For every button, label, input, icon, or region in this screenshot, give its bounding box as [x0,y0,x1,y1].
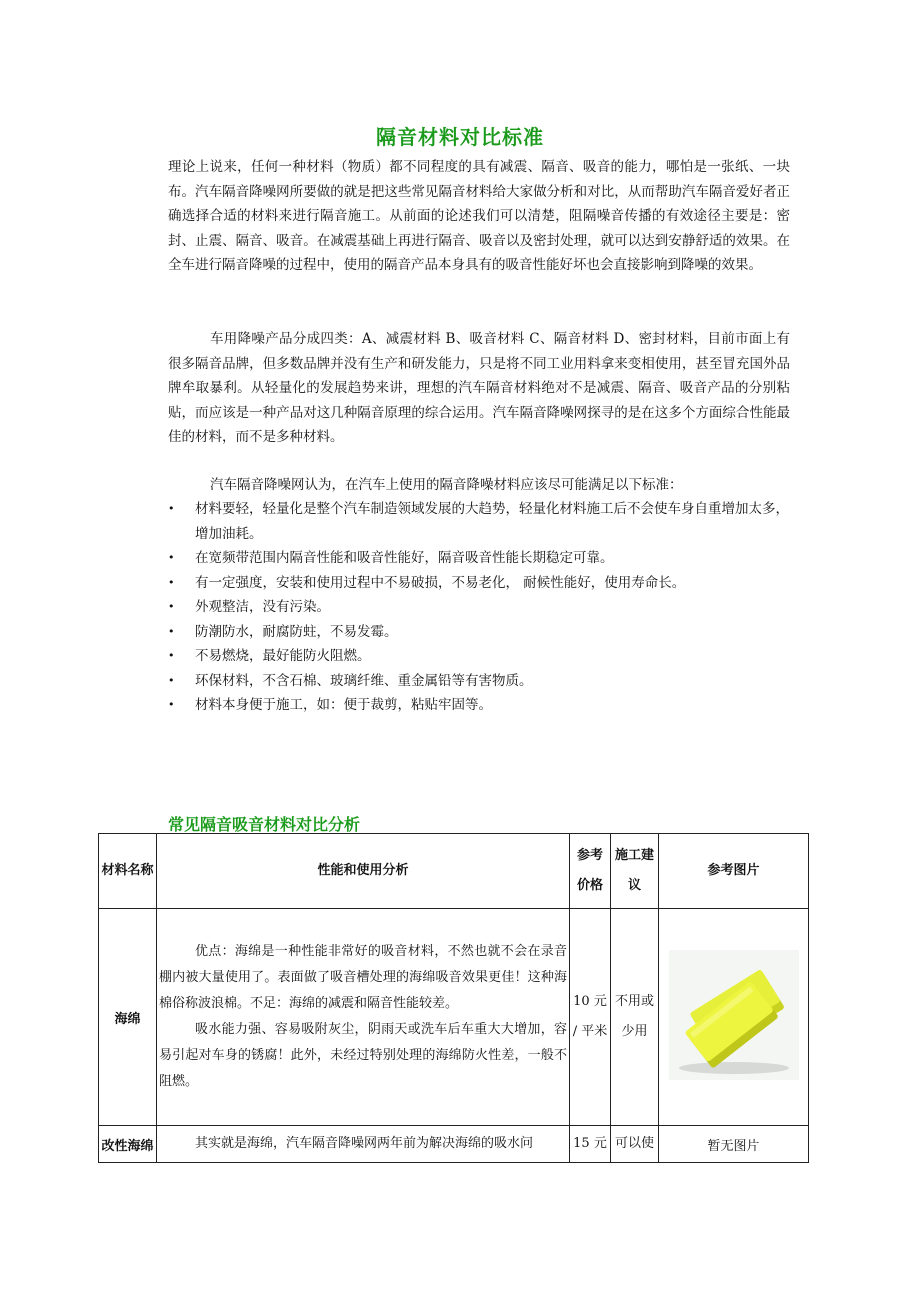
list-item: • 材料本身便于施工，如：便于裁剪，粘贴牢固等。 [0,693,920,718]
intro-paragraph: 理论上说来，任何一种材料（物质）都不同程度的具有减震、隔音、吸音的能力，哪怕是一张纸、一块布。汽车隔音降噪网所要做的就是把这些常见隔音材料给大家做分析和对比，从而帮助汽车隔音爱好者正确选择合适的材料来进行隔音施工。从前面的论述我们可以清楚，阻隔噪音传播的有效途径主要是：密封、止震、隔音、吸音。在减震基础上再进行隔音、吸音以及密封处理，就可以达到安静舒适的效果。在全车进行隔音降噪的过程中，使用的隔音产品本身具有的吸音性能好坏也会直接影响到降噪的效果。 [168,159,790,273]
price-cell: 15 元 [570,1126,611,1163]
header-analysis: 性能和使用分析 [157,834,570,909]
bullet-icon: • [168,502,175,515]
table-row [99,909,809,1126]
price-cell: 10 元 / 平米 [570,909,611,1126]
material-name-cell: 改性海绵 [99,1126,157,1163]
picture-cell [659,909,809,1126]
material-name-cell: 海绵 [99,909,157,1126]
bullet-icon: • [168,624,175,638]
list-item: • 环保材料，不含石棉、玻璃纤维、重金属铅等有害物质。 [0,669,920,694]
page-title: 隔音材料对比标准 [376,125,544,149]
table-header-row [99,834,809,909]
bullet-icon: • [168,698,175,711]
list-item: • 材料要轻，轻量化是整个汽车制造领域发展的大趋势，轻量化材料施工后不会使车身自重增加太多，增加油耗。 [0,497,920,546]
bullet-icon: • [168,673,175,687]
analysis-cell: 优点：海绵是一种性能非常好的吸音材料，不然也就不会在录音棚内被大量使用了。表面做了吸音槽处理的海绵吸音效果更佳！这种海棉俗称波浪棉。不足：海绵的减震和隔音性能较差。 吸水能力强、容易吸附灰尘，阴雨天或洗车后车重大大增加，容易引起对车身的锈腐！此外，未经过特别处理的海绵防火性差，一般不阻燃。 [157,909,570,1126]
header-suggestion: 施工建 议 [611,834,659,909]
section-title: 常见隔音吸音材料对比分析 [168,815,361,834]
standards-intro-paragraph: 汽车隔音降噪网认为，在汽车上使用的隔音降噪材料应该尽可能满足以下标准： [210,477,683,493]
comparison-table [98,833,809,1163]
bullet-icon: • [168,575,175,589]
standards-list [0,497,920,718]
list-item: • 有一定强度，安装和使用过程中不易破损，不易老化， 耐候性能好，使用寿命长。 [0,571,920,596]
bullet-icon: • [168,551,175,564]
bullet-icon: • [168,649,175,662]
analysis-cell: 其实就是海绵，汽车隔音降噪网两年前为解决海绵的吸水问 [157,1126,570,1163]
bullet-icon: • [168,600,175,613]
categories-paragraph: 车用降噪产品分成四类：A、减震材料 B、吸音材料 C、隔音材料 D、密封材料，目前市面上有很多隔音品牌，但多数品牌并没有生产和研发能力，只是将不同工业用料拿来变相使用，甚至冒充国外品牌牟取暴利。从轻量化的发展趋势来讲，理想的汽车隔音材料绝对不是减震、隔音、吸音产品的分别粘贴，而应该是一种产品对这几种隔音原理的综合运用。汽车隔音降噪网探寻的是在这多个方面综合性能最佳的材料，而不是多种材料。 [168,331,790,445]
table-row [99,1126,809,1163]
list-item: • 外观整洁，没有污染。 [0,595,920,620]
picture-placeholder: 暂无图片 [659,1126,809,1163]
list-item: • 在宽频带范围内隔音性能和吸音性能好，隔音吸音性能长期稳定可靠。 [0,546,920,571]
list-item: • 防潮防水，耐腐防蛀，不易发霉。 [0,620,920,645]
suggestion-cell: 可以使 [611,1126,659,1163]
header-material-name: 材料名称 [99,834,157,909]
header-price: 参考 价格 [570,834,611,909]
sponge-image [669,950,799,1080]
header-picture: 参考图片 [659,834,809,909]
list-item: • 不易燃烧，最好能防火阻燃。 [0,644,920,669]
suggestion-cell: 不用或 少用 [611,909,659,1126]
